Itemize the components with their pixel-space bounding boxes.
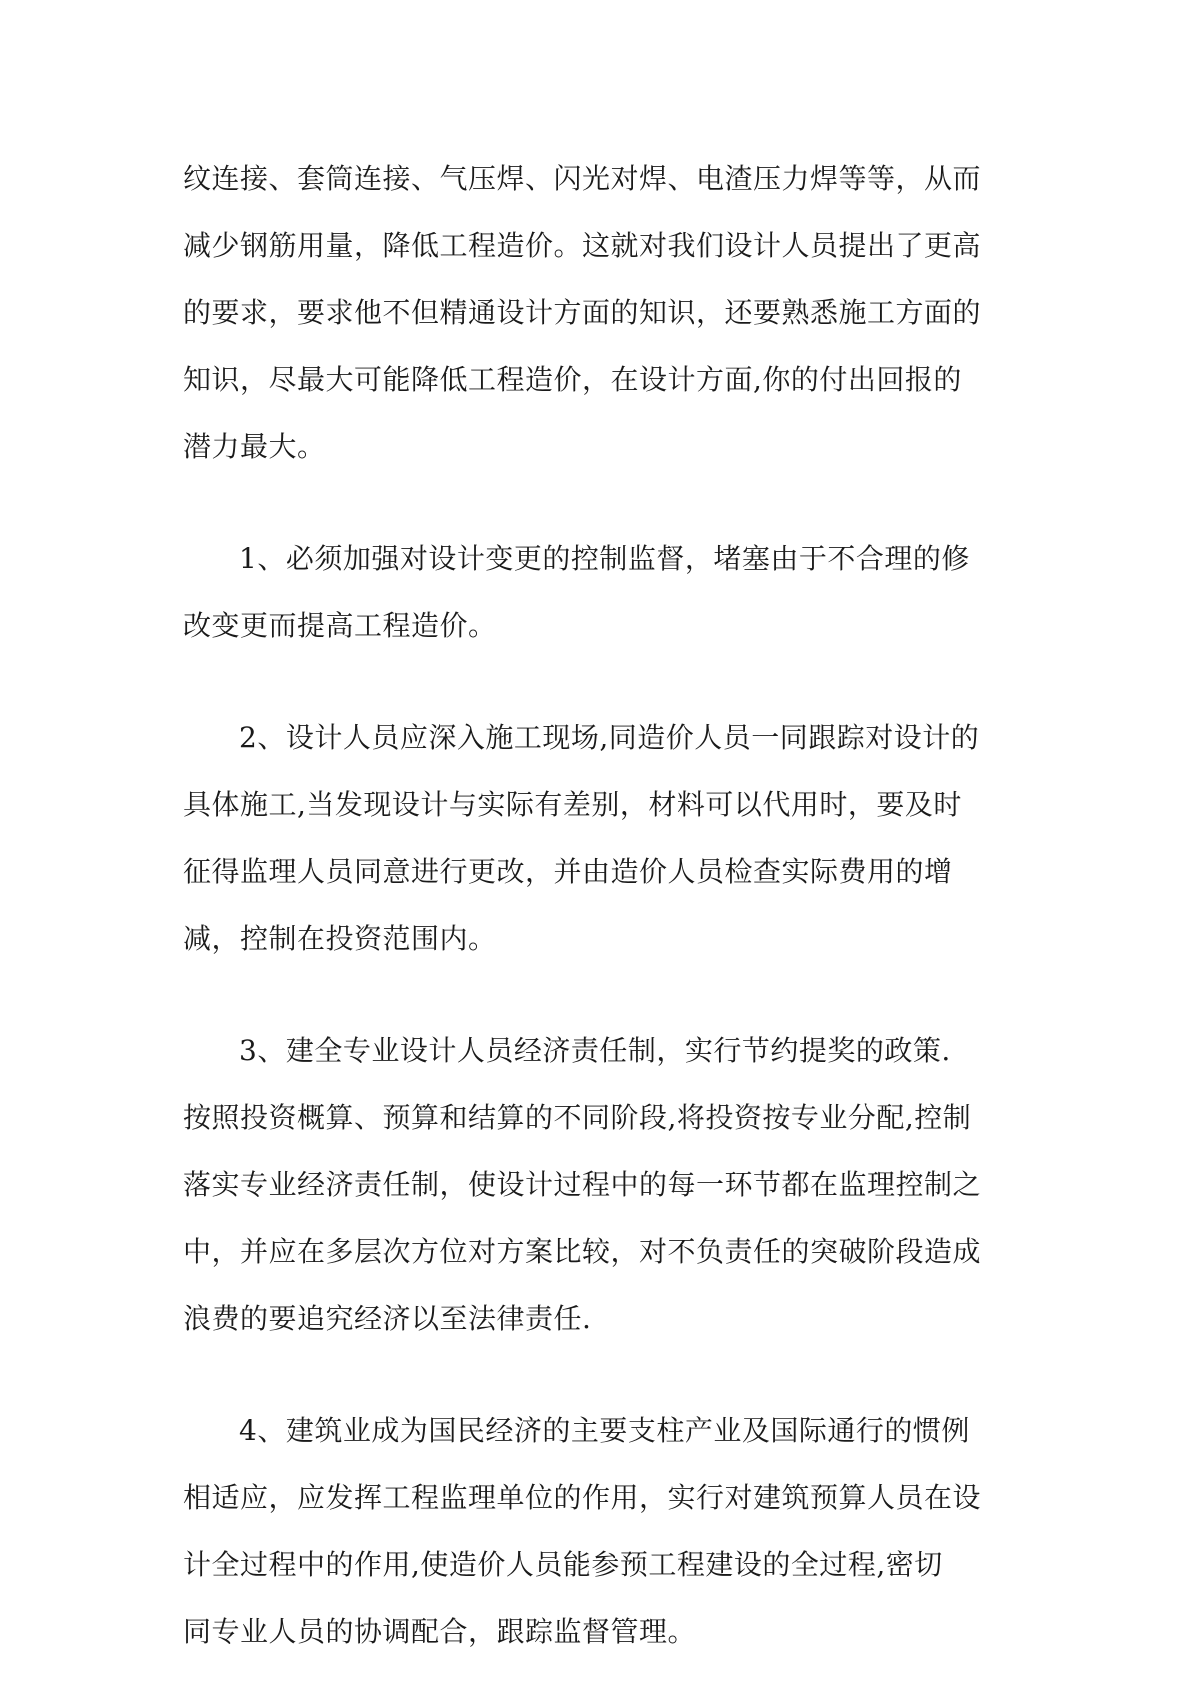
paragraph-line: 潜力最大。	[183, 430, 326, 463]
paragraph-line: 改变更而提高工程造价。	[183, 609, 497, 642]
paragraph-line: 3、建全专业设计人员经济责任制，实行节约提奖的政策.	[239, 1034, 951, 1067]
paragraph-line: 减少钢筋用量，降低工程造价。这就对我们设计人员提出了更高	[183, 229, 982, 262]
paragraph-gap	[183, 480, 1013, 525]
item-4-paragraph	[183, 1397, 1013, 1665]
paragraph-line: 纹连接、套筒连接、气压焊、闪光对焊、电渣压力焊等等，从而	[183, 162, 982, 195]
paragraph-line: 知识，尽最大可能降低工程造价，在设计方面,你的付出回报的	[183, 363, 962, 396]
paragraph-line: 4、建筑业成为国民经济的主要支柱产业及国际通行的惯例	[239, 1414, 970, 1447]
paragraph-line: 同专业人员的协调配合，跟踪监督管理。	[183, 1615, 697, 1648]
paragraph-gap	[183, 972, 1013, 1017]
paragraph-line: 2、设计人员应深入施工现场,同造价人员一同跟踪对设计的	[239, 721, 980, 754]
paragraph-line: 中，并应在多层次方位对方案比较，对不负责任的突破阶段造成	[183, 1235, 982, 1268]
paragraph-line: 落实专业经济责任制，使设计过程中的每一环节都在监理控制之	[183, 1168, 982, 1201]
item-2-paragraph	[183, 704, 1013, 972]
intro-paragraph	[183, 145, 1013, 480]
paragraph-line: 浪费的要追究经济以至法律责任.	[183, 1302, 592, 1335]
paragraph-line: 的要求，要求他不但精通设计方面的知识，还要熟悉施工方面的	[183, 296, 982, 329]
paragraph-gap	[183, 1352, 1013, 1397]
paragraph-line: 具体施工,当发现设计与实际有差别，材料可以代用时，要及时	[183, 788, 962, 821]
item-1-paragraph	[183, 525, 1013, 659]
item-3-paragraph	[183, 1017, 1013, 1352]
document-body	[183, 145, 1013, 1665]
paragraph-line: 减，控制在投资范围内。	[183, 922, 497, 955]
paragraph-line: 1、必须加强对设计变更的控制监督，堵塞由于不合理的修	[239, 542, 970, 575]
paragraph-line: 相适应，应发挥工程监理单位的作用，实行对建筑预算人员在设	[183, 1481, 982, 1514]
paragraph-gap	[183, 659, 1013, 704]
paragraph-line: 计全过程中的作用,使造价人员能参预工程建设的全过程,密切	[183, 1548, 943, 1581]
paragraph-line: 征得监理人员同意进行更改，并由造价人员检查实际费用的增	[183, 855, 953, 888]
paragraph-line: 按照投资概算、预算和结算的不同阶段,将投资按专业分配,控制	[183, 1101, 972, 1134]
